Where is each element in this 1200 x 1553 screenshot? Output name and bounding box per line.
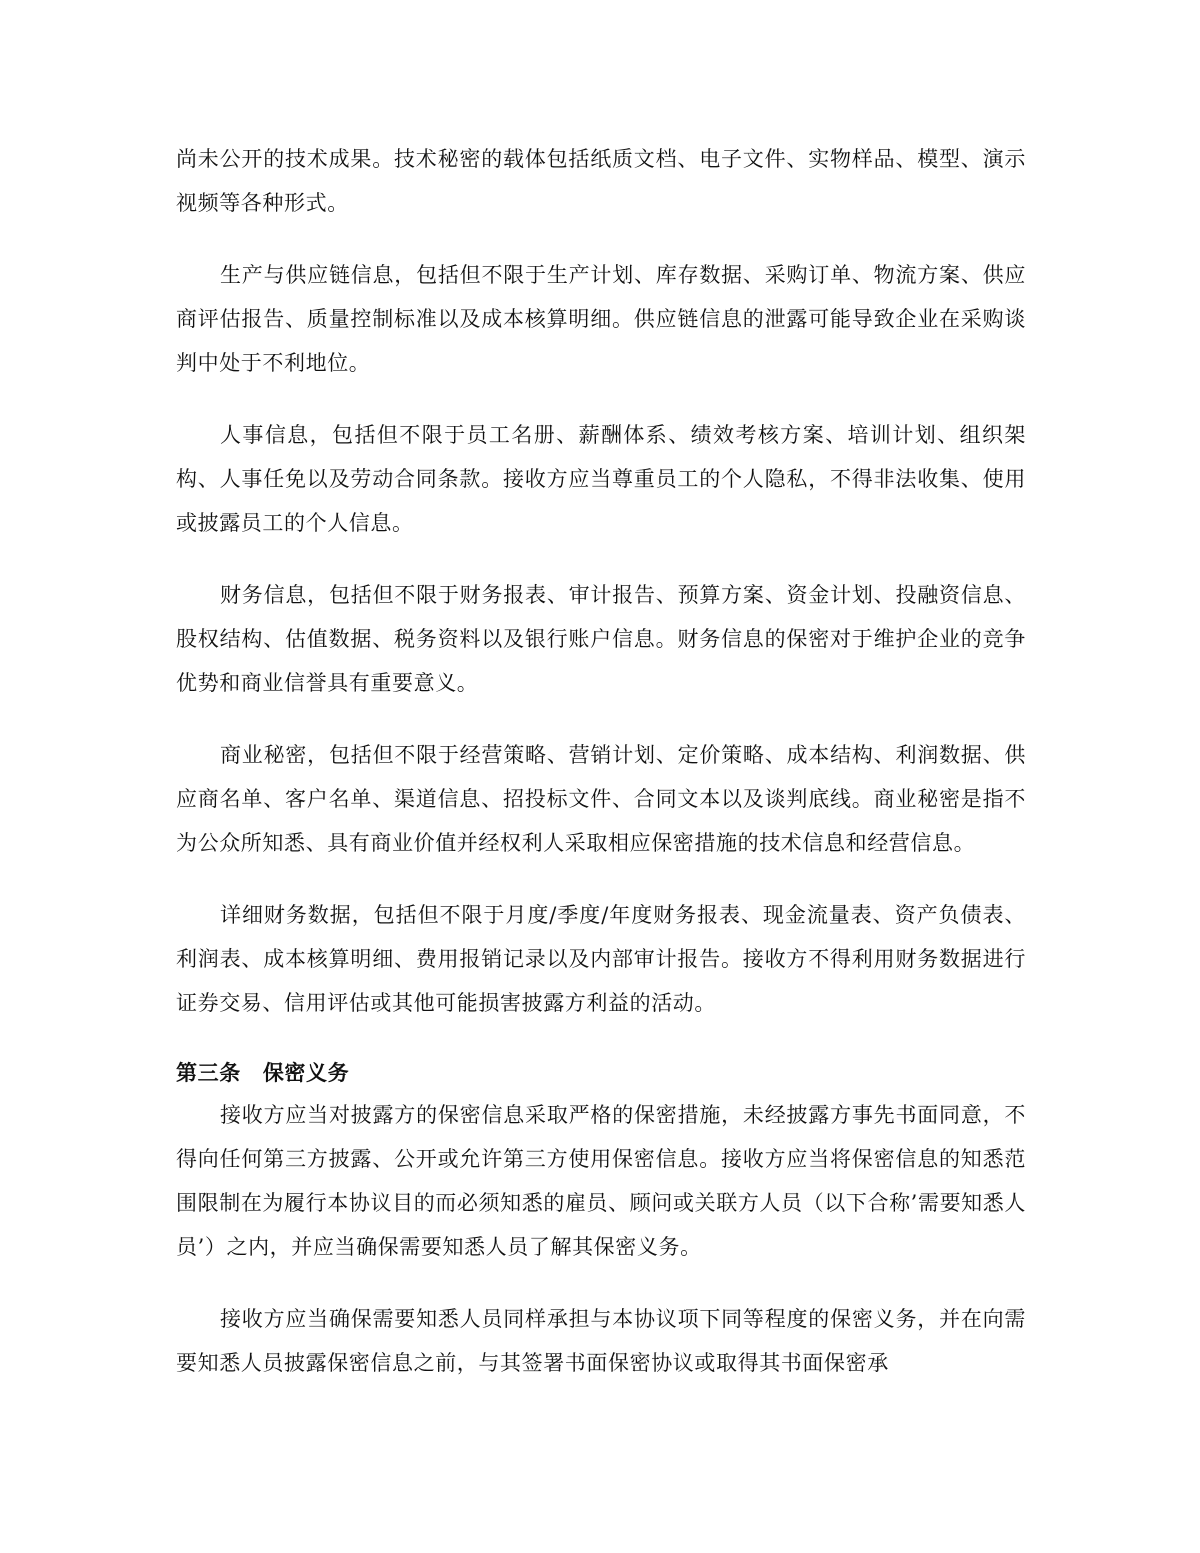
document-body: [176, 137, 1026, 1413]
paragraph-need-to-know: 接收方应当确保需要知悉人员同样承担与本协议项下同等程度的保密义务，并在向需要知悉人员披露保密信息之前，与其签署书面保密协议或取得其书面保密承: [176, 1307, 1026, 1375]
section-title: 保密义务: [262, 1061, 350, 1085]
paragraph-financial: 财务信息，包括但不限于财务报表、审计报告、预算方案、资金计划、投融资信息、股权结构、估值数据、税务资料以及银行账户信息。财务信息的保密对于维护企业的竞争优势和商业信誉具有重要意义。: [176, 583, 1026, 695]
paragraph-detailed-financial-data: 详细财务数据，包括但不限于月度/季度/年度财务报表、现金流量表、资产负债表、利润表、成本核算明细、费用报销记录以及内部审计报告。接收方不得利用财务数据进行证券交易、信用评估或其他可能损害披露方利益的活动。: [176, 903, 1026, 1015]
paragraph-personnel: 人事信息，包括但不限于员工名册、薪酬体系、绩效考核方案、培训计划、组织架构、人事任免以及劳动合同条款。接收方应当尊重员工的个人隐私，不得非法收集、使用或披露员工的个人信息。: [176, 423, 1026, 535]
paragraph-supply-chain: 生产与供应链信息，包括但不限于生产计划、库存数据、采购订单、物流方案、供应商评估报告、质量控制标准以及成本核算明细。供应链信息的泄露可能导致企业在采购谈判中处于不利地位。: [176, 263, 1026, 375]
paragraph-confidentiality-obligation: 接收方应当对披露方的保密信息采取严格的保密措施，未经披露方事先书面同意，不得向任何第三方披露、公开或允许第三方使用保密信息。接收方应当将保密信息的知悉范围限制在为履行本协议目的而必须知悉的雇员、顾问或关联方人员（以下合称’需要知悉人员’）之内，并应当确保需要知悉人员了解其保密义务。: [176, 1103, 1026, 1259]
section-heading: [176, 1053, 1026, 1093]
paragraph-continued: 尚未公开的技术成果。技术秘密的载体包括纸质文档、电子文件、实物样品、模型、演示视频等各种形式。: [176, 147, 1026, 215]
paragraph-trade-secrets: 商业秘密，包括但不限于经营策略、营销计划、定价策略、成本结构、利润数据、供应商名单、客户名单、渠道信息、招投标文件、合同文本以及谈判底线。商业秘密是指不为公众所知悉、具有商业价值并经权利人采取相应保密措施的技术信息和经营信息。: [176, 743, 1026, 855]
section-number: 第三条: [176, 1061, 241, 1085]
